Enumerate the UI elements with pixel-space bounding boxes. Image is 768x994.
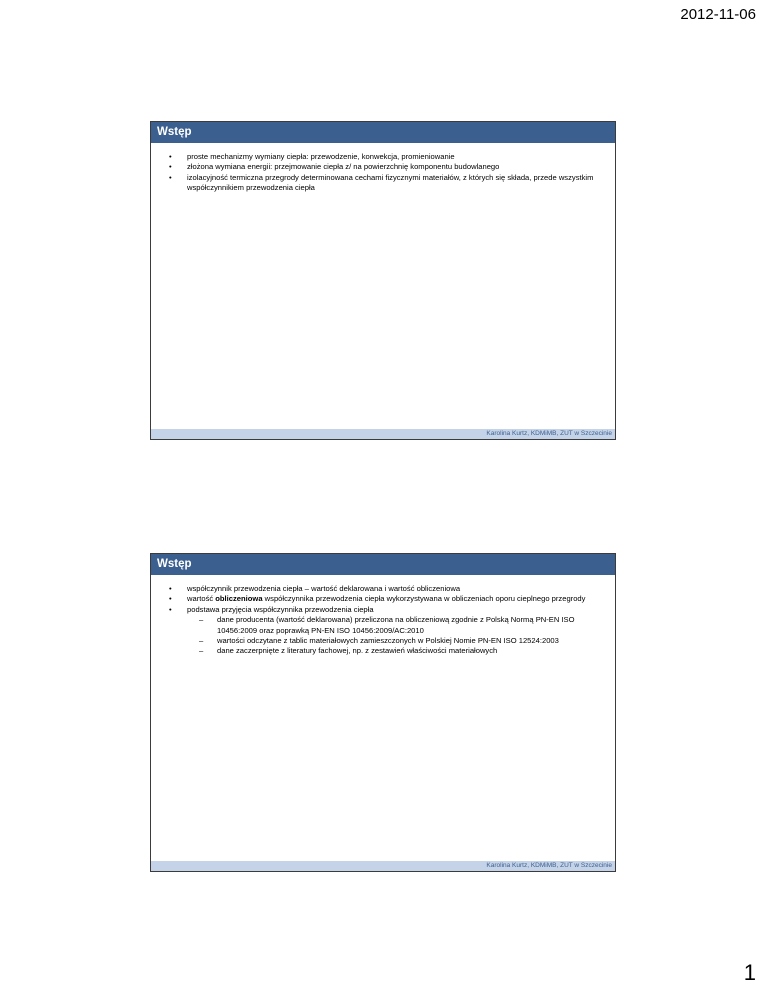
bullet-list xyxy=(165,152,601,194)
slide-body xyxy=(151,143,615,194)
sub-list-item-text: dane zaczerpnięte z literatury fachowej, np. z zestawień właściwości materiałowych xyxy=(217,646,498,656)
sub-list-item-text: wartości odczytane z tablic materiałowych zamieszczonych w Polskiej Nomie PN-EN ISO 12524:2003 xyxy=(217,636,559,646)
list-item-text: złożona wymiana energii: przejmowanie ciepła z/ na powierzchnię komponentu budowlanego xyxy=(187,162,500,172)
dash-icon: – xyxy=(199,646,204,656)
slide-1 xyxy=(150,121,616,440)
slide-footer: Karolina Kurtz, KDMiMB, ZUT w Szczecinie xyxy=(151,861,615,871)
list-item-text-post: współczynnika przewodzenia ciepła wykorzystywana w obliczeniach oporu cieplnego przegrody xyxy=(262,594,586,604)
bullet-icon: • xyxy=(169,594,172,604)
sub-list-item xyxy=(187,615,601,636)
list-item xyxy=(165,152,601,162)
list-item xyxy=(165,594,601,604)
list-item xyxy=(165,605,601,657)
page-date: 2012-11-06 xyxy=(680,6,756,23)
slide-body xyxy=(151,575,615,657)
slide-2 xyxy=(150,553,616,872)
sub-list-item-text: dane producenta (wartość deklarowana) przeliczona na obliczeniową zgodnie z Polską Normą PN-EN ISO 10456:2009 oraz poprawką PN-EN ISO 10456:2009/AC:2010 xyxy=(217,615,575,635)
list-item xyxy=(165,173,601,194)
sub-list-item xyxy=(187,636,601,646)
bullet-icon: • xyxy=(169,152,172,161)
sub-list-item xyxy=(187,646,601,656)
bullet-icon: • xyxy=(169,162,172,172)
bullet-icon: • xyxy=(169,172,172,182)
bullet-icon: • xyxy=(169,604,172,614)
slide-title: Wstęp xyxy=(151,122,615,143)
bullet-list xyxy=(165,584,601,657)
list-item-text: podstawa przyjęcia współczynnika przewodzenia ciepła xyxy=(187,604,374,614)
slide-title: Wstęp xyxy=(151,554,615,575)
page-number: 1 xyxy=(743,960,756,985)
list-item-text: proste mechanizmy wymiany ciepła: przewodzenie, konwekcja, promieniowanie xyxy=(187,152,455,161)
list-item-text: współczynnik przewodzenia ciepła – wartość deklarowana i wartość obliczeniowa xyxy=(187,584,461,593)
dash-icon: – xyxy=(199,615,204,625)
dash-icon: – xyxy=(199,636,204,646)
slide-footer: Karolina Kurtz, KDMiMB, ZUT w Szczecinie xyxy=(151,429,615,439)
list-item xyxy=(165,584,601,594)
list-item-text: izolacyjność termiczna przegrody determinowana cechami fizycznymi materiałów, z których się składa, przede wszystkim współczynnikiem przewodzenia ciepła xyxy=(187,172,594,193)
list-item-text-bold: obliczeniowa xyxy=(215,594,263,604)
list-item xyxy=(165,162,601,172)
bullet-icon: • xyxy=(169,584,172,593)
list-item-text-pre: wartość xyxy=(187,594,216,604)
sub-list xyxy=(187,615,601,657)
